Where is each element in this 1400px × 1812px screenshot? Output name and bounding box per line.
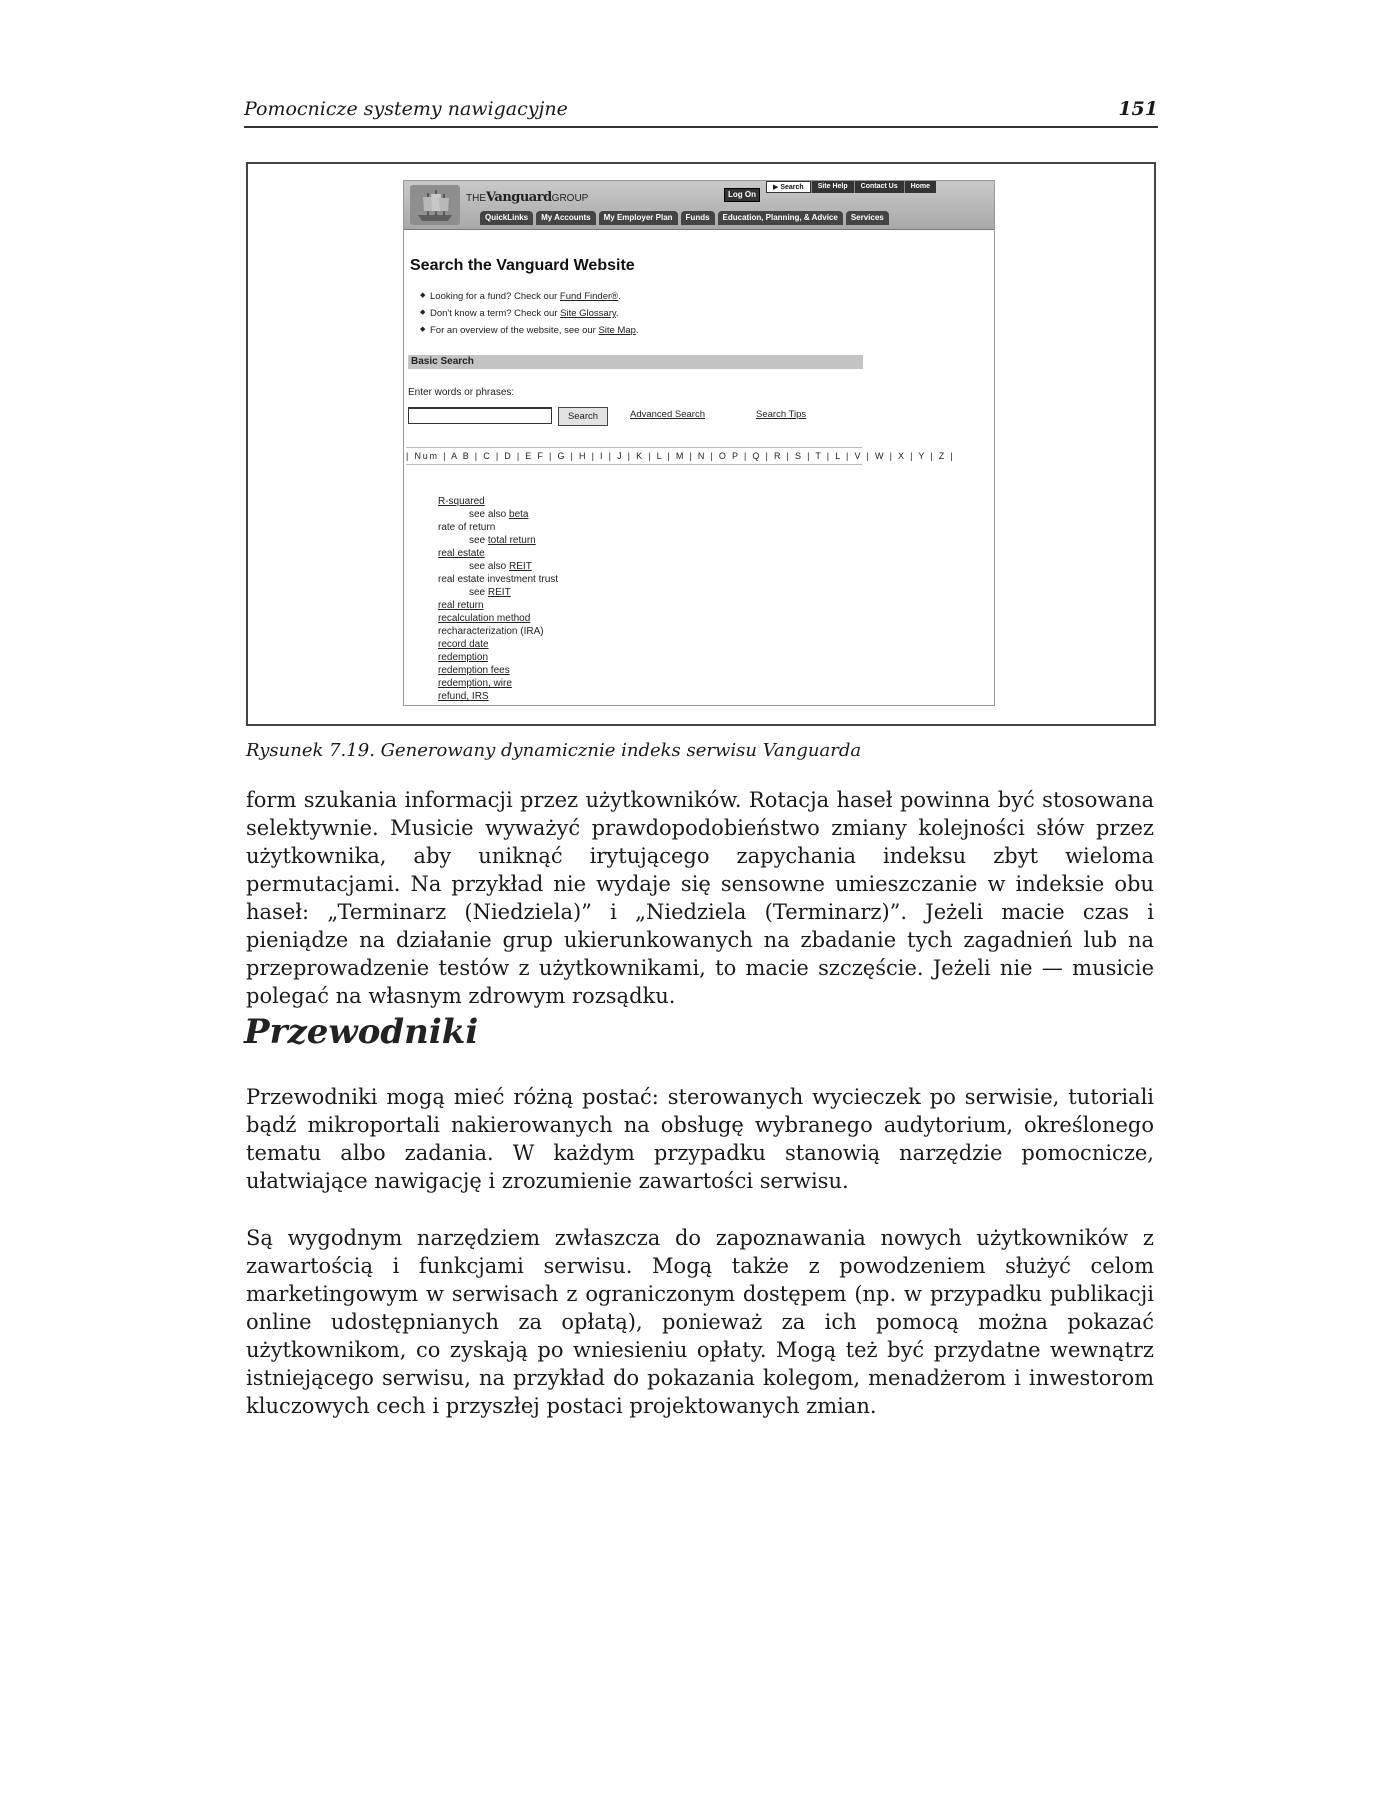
site-banner (404, 181, 994, 230)
index-entry-link[interactable]: REIT (509, 561, 532, 572)
index-entry (438, 599, 558, 612)
site-glossary-link[interactable]: Site Glossary (560, 308, 616, 319)
index-entry-prefix: see (469, 587, 488, 598)
index-entry-link[interactable]: record date (438, 639, 489, 650)
search-page-title: Search the Vanguard Website (410, 257, 635, 274)
index-entry (438, 560, 558, 573)
index-entry-link[interactable]: real return (438, 600, 484, 611)
index-entry (438, 534, 558, 547)
index-entry (438, 521, 558, 534)
index-entry-link[interactable]: refund, IRS (438, 691, 489, 702)
log-on-button[interactable]: Log On (724, 188, 760, 202)
page-number: 151 (1118, 98, 1158, 120)
index-entry-term: real estate investment trust (438, 574, 559, 585)
index-entry (438, 625, 558, 638)
index-entry (438, 651, 558, 664)
tab-my-employer-plan[interactable]: My Employer Plan (599, 211, 678, 225)
index-entry-prefix: see (469, 535, 488, 546)
search-label: Enter words or phrases: (408, 387, 515, 398)
index-entry-link[interactable]: recalculation method (438, 613, 531, 624)
running-header (244, 98, 1158, 128)
figure-caption: Rysunek 7.19. Generowany dynamicznie indeks serwisu Vanguarda (246, 740, 862, 761)
index-entry (438, 690, 558, 703)
index-entry (438, 547, 558, 560)
paragraph-1: form szukania informacji przez użytkowników. Rotacja haseł powinna być stosowana selektywnie. Musicie wyważyć prawdopodobieństwo zmiany kolejności słów przez użytkownika, aby uniknąć irytującego zapychania indeksu zbyt wieloma permutacjami. Na przykład nie wydaje się sensowne umieszczanie w indeksie obu haseł: „Terminarz (Niedziela)” i „Niedziela (Terminarz)”. Jeżeli macie czas i pieniądze na działanie grup ukierunkowanych na zbadanie tych zagadnień lub na przeprowadzenie testów z użytkownikami, to macie szczęście. Jeżeli nie — musicie polegać na własnym zdrowym rozsądku. (246, 788, 1154, 1008)
section-heading: Przewodniki (244, 1012, 479, 1052)
search-button[interactable]: Search (558, 407, 608, 426)
tab-services[interactable]: Services (846, 211, 889, 225)
chapter-title: Pomocnicze systemy nawigacyjne (244, 98, 568, 120)
top-nav-site-help[interactable]: Site Help (811, 181, 854, 193)
tab-quicklinks[interactable]: QuickLinks (480, 211, 533, 225)
index-entry (438, 612, 558, 625)
top-nav-home[interactable]: Home (904, 181, 936, 193)
bullet-site-glossary: ◆ Don't know a term? Check our Site Glossary. (430, 308, 639, 325)
index-entry-prefix: see also (469, 561, 510, 572)
tab-education-planning-advice[interactable]: Education, Planning, & Advice (718, 211, 843, 225)
index-entry-link[interactable]: redemption fees (438, 665, 510, 676)
bullet-fund-finder: ◆ Looking for a fund? Check our Fund Finder®. (430, 291, 639, 308)
vanguard-logo: THEVanguardGROUP (466, 190, 589, 205)
tab-funds[interactable]: Funds (681, 211, 715, 225)
paragraph-2: Przewodniki mogą mieć różną postać: sterowanych wycieczek po serwisie, tutoriali bądź mikroportali nakierowanych na obsługę wybranego audytorium, określonego tematu albo zadania. W każdym przypadku stanowią narzędzie pomocnicze, ułatwiające nawigację i zrozumienie zawartości serwisu. (246, 1085, 1154, 1193)
help-bullets (430, 291, 639, 342)
advanced-search-link[interactable]: Advanced Search (630, 409, 705, 420)
index-entry (438, 586, 558, 599)
top-nav-search[interactable]: ▶ Search (766, 181, 811, 193)
index-entry (438, 664, 558, 677)
index-entry (438, 573, 558, 586)
index-entry (438, 508, 558, 521)
bullet-site-map: ◆ For an overview of the website, see our Site Map. (430, 325, 639, 342)
alphabet-index-bar[interactable]: | Num | A B | C | D | E F | G | H | I | J | K | L | M | N | O P | Q | R | S | T | L | V | W | X | Y | Z | (406, 447, 862, 465)
index-entry-prefix: see also (469, 509, 510, 520)
paragraph-3: Są wygodnym narzędziem zwłaszcza do zapoznawania nowych użytkowników z zawartością i funkcjami serwisu. Mogą także z powodzeniem służyć celom marketingowym w serwisach z ograniczonym dostępem (np. w przypadku publikacji online udostępnianych za opłatą), ponieważ za ich pomocą można pokazać użytkownikom, co zyskają po wniesieniu opłaty. Mogą też być przydatne wewnątrz istniejącego serwisu, na przykład do pokazania kolegom, menadżerom i inwestorom kluczowych cech i przyszłej postaci projektowanych zmian. (246, 1226, 1154, 1418)
index-entry (438, 677, 558, 690)
vanguard-screenshot (403, 180, 995, 706)
index-entry-link[interactable]: real estate (438, 548, 485, 559)
ship-logo-icon (410, 185, 460, 225)
index-entry-link[interactable]: R-squared (438, 496, 485, 507)
top-navigation (766, 181, 936, 193)
index-entry-link[interactable]: redemption (438, 652, 489, 663)
index-entry-link[interactable]: REIT (487, 587, 511, 598)
index-entry (438, 495, 558, 508)
index-entry-link[interactable]: total return (487, 535, 536, 546)
search-tips-link[interactable]: Search Tips (756, 409, 807, 420)
site-map-link[interactable]: Site Map (598, 325, 636, 336)
index-entry-term: rate of return (438, 522, 496, 533)
index-entry (438, 638, 558, 651)
index-entry-term: recharacterization (IRA) (438, 626, 544, 637)
top-nav-contact-us[interactable]: Contact Us (854, 181, 904, 193)
index-entry-link[interactable]: redemption, wire (438, 678, 512, 689)
tab-my-accounts[interactable]: My Accounts (536, 211, 596, 225)
search-input[interactable] (408, 407, 552, 424)
fund-finder-link[interactable]: Fund Finder® (559, 291, 619, 302)
glossary-index-list (438, 495, 558, 703)
index-entry-link[interactable]: beta (509, 509, 529, 520)
basic-search-header: Basic Search (408, 355, 863, 369)
main-tabs (480, 211, 889, 225)
